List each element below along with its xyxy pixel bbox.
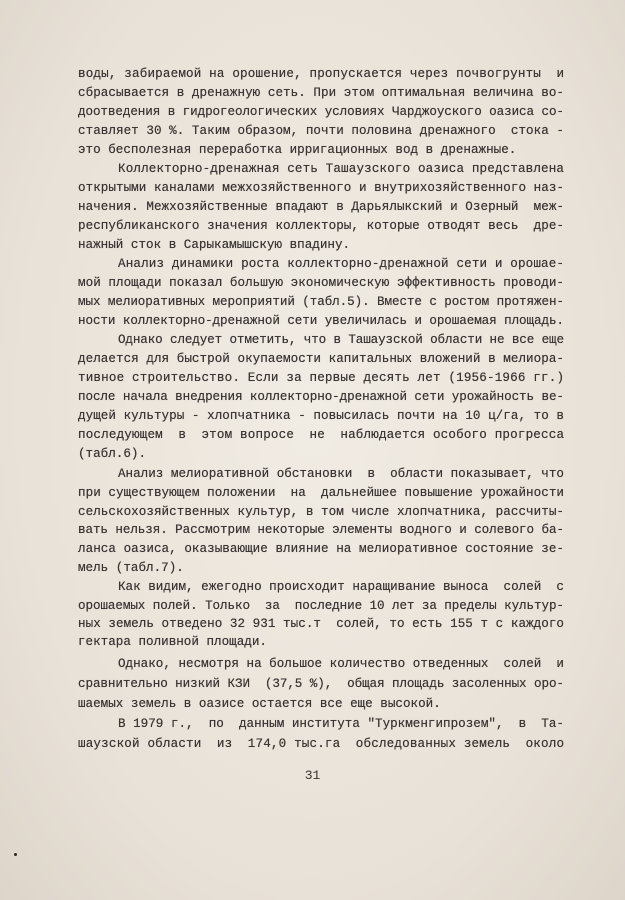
- text-line: [118, 578, 564, 597]
- page-number: 31: [304, 768, 321, 783]
- text-line: [78, 503, 564, 522]
- text-line: [78, 198, 564, 217]
- text-line: [78, 597, 564, 616]
- text-line: [118, 255, 564, 274]
- text-line: [78, 293, 564, 312]
- text-line: [78, 484, 564, 503]
- text-line-content: сравнительно низкий КЗИ (37,5 %), общая площадь засоленных оро-: [78, 677, 564, 691]
- text-line-content: (табл.6).: [78, 447, 147, 461]
- text-line: [118, 160, 564, 179]
- text-line: [78, 312, 564, 331]
- text-line: [78, 217, 564, 236]
- text-line: [118, 465, 564, 484]
- text-line: [78, 559, 564, 578]
- text-line: [78, 615, 564, 634]
- text-line-content: доотведения в гидрогеологических условиях Чарджоуского оазиса со-: [78, 105, 564, 119]
- text-line: [118, 655, 564, 674]
- text-line-content: ланса оазиса, оказывающие влияние на мелиоративное состояние зе-: [78, 542, 565, 556]
- text-line: [118, 331, 564, 350]
- text-line: [78, 388, 564, 407]
- text-line: [78, 84, 564, 103]
- text-line: [78, 65, 564, 84]
- text-line-content: орошаемых полей. Только за последние 10 лет за пределы культур-: [78, 599, 564, 613]
- text-line: [78, 122, 564, 141]
- text-line: [78, 369, 564, 388]
- text-line-content: Анализ мелиоративной обстановки в области показывает, что: [118, 467, 564, 481]
- text-line-content: ности коллекторно-дренажной сети увеличилась и орошаемая площадь.: [78, 314, 564, 328]
- text-line-content: при существующем положении на дальнейшее повышение урожайности: [78, 486, 565, 500]
- text-line-content: ных земель отведено 32 931 тыс.т солей, то есть 155 т с каждого: [78, 617, 565, 631]
- text-line: [78, 179, 564, 198]
- text-line-content: мых мелиоративных мероприятий (табл.5). Вместе с ростом протяжен-: [78, 295, 564, 309]
- text-line-content: открытыми каналами межхозяйственного и внутрихозяйственного наз-: [78, 181, 565, 195]
- text-line: [78, 426, 564, 445]
- text-line-content: Однако следует отметить, что в Ташаузской области не все еще: [118, 333, 564, 347]
- text-line-content: шаемых земель в оазисе остается все еще высокой.: [78, 697, 441, 711]
- text-line: [78, 350, 564, 369]
- text-line: [78, 274, 564, 293]
- text-line: [78, 445, 564, 464]
- text-line: [78, 141, 564, 160]
- text-line-content: Коллекторно-дренажная сеть Ташаузского оазиса представлена: [118, 162, 565, 176]
- text-line-content: начения. Межхозяйственные впадают в Дарьялыкский и Озерный меж-: [78, 200, 565, 214]
- text-line: [78, 407, 564, 426]
- text-line-content: это бесполезная переработка ирригационных вод в дренажные.: [78, 143, 517, 157]
- text-line-content: гектара поливной площади.: [78, 635, 267, 649]
- text-line-content: республиканского значения коллекторы, которые отводят весь дре-: [78, 219, 565, 233]
- text-line-content: мой площади показал большую экономическую эффективность проводи-: [78, 276, 565, 290]
- text-line-content: дущей культуры - хлопчатника - повысилась почти на 10 ц/га, то в: [78, 409, 565, 423]
- text-line-content: Анализ динамики роста коллекторно-дренажной сети и орошае-: [118, 257, 565, 271]
- text-line-content: вать нельзя. Рассмотрим некоторые элементы водного и солевого ба-: [78, 523, 564, 537]
- text-line: [78, 695, 564, 714]
- scan-speck: [14, 853, 17, 856]
- text-line-content: последующем в этом вопросе не наблюдается особого прогресса: [78, 428, 565, 442]
- text-line-content: шаузской области из 174,0 тыс.га обследованных земель около: [78, 737, 565, 751]
- text-line-content: В 1979 г., по данным института "Туркменгипрозем", в Та-: [118, 717, 564, 731]
- text-line: [78, 633, 564, 652]
- text-line: [78, 540, 564, 559]
- text-line-content: сельскохозяйственных культур, в том числе хлопчатника, рассчиты-: [78, 505, 565, 519]
- text-line-content: Как видим, ежегодно происходит наращивание выноса солей с: [118, 580, 564, 594]
- text-line-content: делается для быстрой окупаемости капитальных вложений в мелиора-: [78, 352, 565, 366]
- text-line: [78, 521, 564, 540]
- text-line-content: сбрасывается в дренажную сеть. При этом оптимальная величина во-: [78, 86, 565, 100]
- text-line-content: мель (табл.7).: [78, 561, 184, 575]
- text-line: [78, 675, 564, 694]
- text-line-content: тивное строительство. Если за первые десять лет (1956-1966 гг.): [78, 371, 565, 385]
- text-line: [118, 715, 564, 734]
- text-line-content: Однако, несмотря на большое количество отведенных солей и: [118, 657, 564, 671]
- text-line-content: ставляет 30 %. Таким образом, почти половина дренажного стока -: [78, 124, 565, 138]
- text-line-content: воды, забираемой на орошение, пропускается через почвогрунты и: [78, 67, 565, 81]
- text-line: [78, 735, 564, 754]
- text-line-content: после начала внедрения коллекторно-дренажной сети урожайность ве-: [78, 390, 564, 404]
- text-line-content: нажный сток в Сарыкамышскую впадину.: [78, 238, 351, 252]
- text-line: [78, 236, 564, 255]
- text-line: [78, 103, 564, 122]
